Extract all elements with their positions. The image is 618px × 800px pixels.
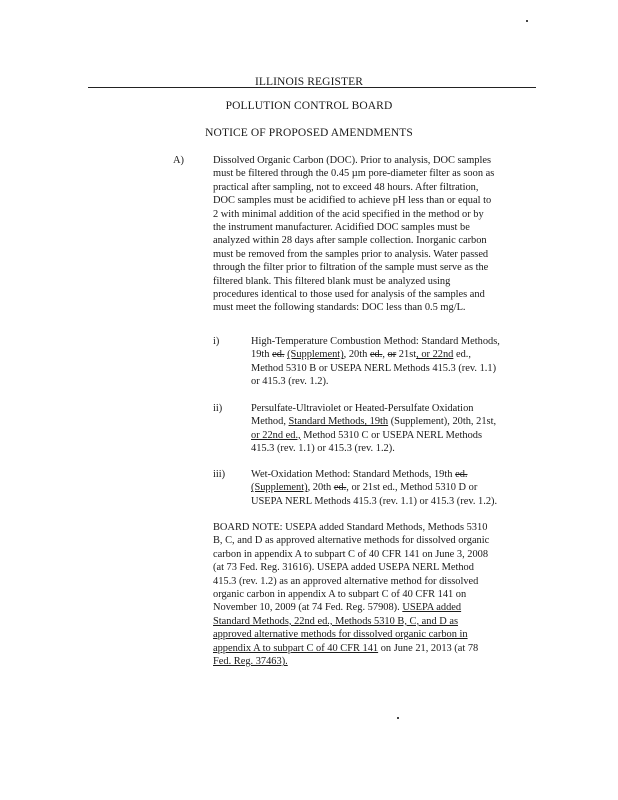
item-ii-label: ii) bbox=[213, 403, 223, 414]
board-note-line: B, C, and D as approved alternative methods for dissolved organic bbox=[213, 535, 490, 547]
underlined-text: USEPA added bbox=[402, 602, 462, 614]
footer-mark bbox=[397, 717, 399, 719]
struck-text: ed. bbox=[455, 469, 468, 480]
section-a-line: must be filtered through the 0.45 µm pore-diameter filter as soon as bbox=[213, 168, 495, 180]
section-a-line: Dissolved Organic Carbon (DOC). Prior to analysis, DOC samples bbox=[213, 155, 492, 166]
section-a-paragraph bbox=[213, 154, 551, 315]
board-note-line: Fed. Reg. 37463). bbox=[213, 656, 288, 668]
section-a-line: must meet the following standards: DOC less than 0.5 mg/L. bbox=[213, 302, 466, 314]
text-run: , or 21st ed., Method 5310 D or bbox=[346, 482, 478, 494]
item-iii-line bbox=[251, 481, 551, 494]
section-a-line: the instrument manufacturer. Acidified DOC samples must be bbox=[213, 222, 470, 234]
item-i-paragraph bbox=[251, 335, 551, 389]
board-note-line bbox=[213, 642, 551, 655]
board-note-line: 415.3 (rev. 1.2) as an approved alternative method for dissolved bbox=[213, 575, 479, 587]
text-run: (Supplement), 20th, 21st, bbox=[388, 416, 497, 428]
underlined-text: (Supplement) bbox=[287, 349, 344, 361]
item-iii-line: USEPA NERL Methods 415.3 (rev. 1.1) or 415.3 (rev. 1.2). bbox=[251, 495, 498, 507]
board-note-line: Standard Methods, 22nd ed., Methods 5310 B, C, and D as bbox=[213, 615, 459, 627]
section-a-line: 2 with minimal addition of the acid specified in the method or by bbox=[213, 208, 484, 220]
section-a-line: DOC samples must be acidified to achieve pH less than or equal to bbox=[213, 195, 492, 207]
board-note-line: organic carbon in appendix A to subpart C of 40 CFR 141 on bbox=[213, 589, 467, 601]
text-run: November 10, 2009 (at 74 Fed. Reg. 57908). bbox=[213, 602, 403, 614]
board-title: POLLUTION CONTROL BOARD bbox=[225, 100, 393, 112]
section-a-label: A) bbox=[173, 155, 184, 166]
struck-text: ed. bbox=[369, 349, 383, 361]
item-ii-line: 415.3 (rev. 1.1) or 415.3 (rev. 1.2). bbox=[251, 443, 395, 455]
struck-text: or bbox=[387, 349, 397, 361]
item-iii-line bbox=[251, 468, 551, 481]
text-run: 19th bbox=[251, 349, 273, 361]
board-note-line: BOARD NOTE: USEPA added Standard Methods, Methods 5310 bbox=[213, 522, 488, 533]
item-ii-line bbox=[251, 429, 551, 442]
item-i-line: High-Temperature Combustion Method: Standard Methods, bbox=[251, 336, 500, 347]
text-run: , 20th bbox=[307, 482, 334, 494]
item-iii-label: iii) bbox=[213, 469, 226, 480]
underlined-text: Standard Methods, 19th bbox=[288, 416, 389, 428]
item-ii-line bbox=[251, 415, 551, 428]
notice-title: NOTICE OF PROPOSED AMENDMENTS bbox=[205, 127, 413, 139]
board-note-line: (at 73 Fed. Reg. 31616). USEPA added USEPA NERL Method bbox=[213, 562, 474, 574]
section-a-line: through the filter prior to filtration of the sample must serve as the bbox=[213, 262, 489, 274]
text-run: , 20th bbox=[343, 349, 370, 361]
text-run: , bbox=[382, 349, 388, 361]
board-note-line bbox=[213, 601, 551, 614]
text-run: 21st bbox=[396, 349, 417, 361]
struck-text: ed. bbox=[333, 482, 347, 494]
header-rule bbox=[88, 87, 536, 88]
item-i-line: Method 5310 B or USEPA NERL Methods 415.3 (rev. 1.1) bbox=[251, 362, 497, 374]
item-i-label: i) bbox=[213, 336, 220, 347]
struck-text: ed. bbox=[272, 349, 285, 361]
underlined-text: (Supplement) bbox=[251, 482, 308, 494]
section-a-line: filtered blank. This filtered blank must be analyzed using bbox=[213, 275, 451, 287]
underlined-text: or 22nd ed., bbox=[251, 429, 301, 441]
section-a-line: must be removed from the samples prior to analysis. Water passed bbox=[213, 248, 489, 260]
underlined-text: , or 22nd bbox=[416, 349, 454, 361]
text-run: Method 5310 C or USEPA NERL Methods bbox=[300, 429, 483, 441]
item-i-line bbox=[251, 348, 551, 361]
text-run: Method, bbox=[251, 416, 289, 428]
section-a-line: practical after sampling, not to exceed 48 hours. After filtration, bbox=[213, 181, 479, 193]
text-run: Wet-Oxidation Method: Standard Methods, 19th bbox=[251, 469, 456, 480]
item-ii-line: Persulfate-Ultraviolet or Heated-Persulfate Oxidation bbox=[251, 403, 474, 414]
section-a-line: procedures identical to those used for analysis of the samples and bbox=[213, 289, 485, 301]
register-title: ILLINOIS REGISTER bbox=[254, 76, 364, 88]
section-a-line: analyzed within 28 days after sample collection. Inorganic carbon bbox=[213, 235, 487, 247]
item-iii-paragraph bbox=[251, 468, 551, 508]
text-run: ed., bbox=[453, 349, 471, 361]
board-note-line: carbon in appendix A to subpart C of 40 CFR 141 on June 3, 2008 bbox=[213, 548, 489, 560]
underlined-text: appendix A to subpart C of 40 CFR 141 bbox=[213, 642, 379, 654]
item-ii-paragraph bbox=[251, 402, 551, 456]
item-i-line: or 415.3 (rev. 1.2). bbox=[251, 376, 329, 388]
corner-mark bbox=[526, 20, 528, 22]
board-note-line: approved alternative methods for dissolved organic carbon in bbox=[213, 629, 468, 641]
text-run: on June 21, 2013 (at 78 bbox=[378, 642, 479, 654]
board-note bbox=[213, 521, 551, 668]
